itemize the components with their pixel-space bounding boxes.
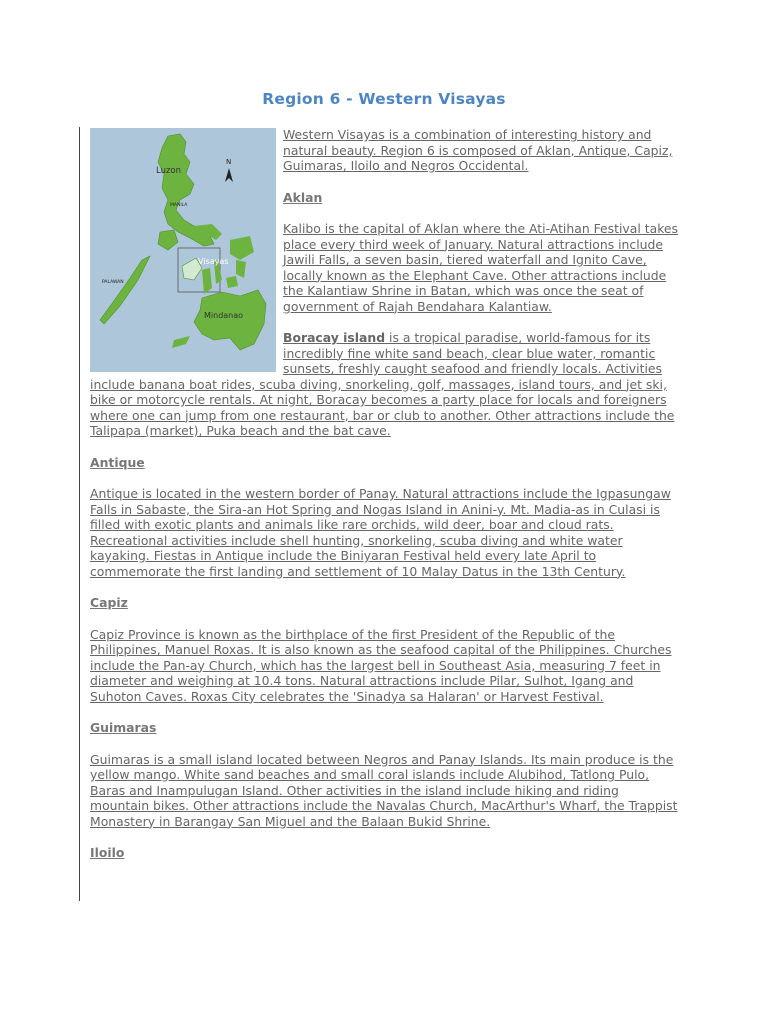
heading-aklan: Aklan	[283, 189, 323, 205]
map-label-visayas: Visayas	[198, 257, 229, 266]
aklan-paragraph: Kalibo is the capital of Aklan where the Ati-Atihan Festival takes place every third week of January. Natural attractions include Jawili Falls, a seven basin, tiered waterfall and Ignito Cave, locally known as the Elephant Cave. Other attractions include the Kalantiaw Shrine in Batan, which was once the seat of government of Rajah Bendahara Kalantiaw.	[283, 221, 679, 314]
heading-iloilo: Iloilo	[90, 845, 125, 860]
map-label-luzon: Luzon	[156, 166, 182, 176]
map-label-manila: MANILA	[170, 203, 188, 208]
heading-guimaras: Guimaras	[90, 720, 157, 735]
antique-paragraph: Antique is located in the western border of Panay. Natural attractions include the Igpasungaw Falls in Sabaste, the Sira-an Hot Spring and Nogas Island in Anini-y. Mt. Madia-as in Culasi is filled with exotic plants and animals like rare orchids, wild deer, boar and cloud rats. Recreational activities include shell hunting, snorkeling, scuba diving and white water kayaking. Fiestas in Antique include the Biniyaran Festival held every late April to commemorate the first landing and settlement of 10 Malay Datus in the 13th Century.	[90, 486, 671, 579]
capiz-paragraph: Capiz Province is known as the birthplace of the first President of the Republic of the Philippines, Manuel Roxas. It is also known as the seafood capital of the Philippines. Churches include the Pan-ay Church, which has the largest bell in Southeast Asia, measuring 7 feet in diameter and weighing at 10.4 tons. Natural attractions include Pilar, Sulhot, Igang and Suhoton Caves. Roxas City celebrates the 'Sinadya sa Halaran' or Harvest Festival.	[90, 626, 672, 704]
guimaras-paragraph: Guimaras is a small island located between Negros and Panay Islands. Its main produce is the yellow mango. White sand beaches and small coral islands include Alubihod, Tatlong Pulo, Baras and Inampulugan Island. Other activities in the island include hiking and riding mountain bikes. Other attractions include the Navalas Church, MacArthur's Wharf, the Trappist Monastery in Barangay San Miguel and the Balaan Bukid Shrine.	[90, 751, 678, 829]
map-label-palawan: PALAWAN	[102, 280, 124, 285]
philippines-map	[90, 128, 276, 372]
intro-paragraph: Western Visayas is a combination of interesting history and natural beauty. Region 6 is composed of Aklan, Antique, Capiz, Guimaras, Iloilo and Negros Occidental.	[283, 127, 673, 173]
heading-antique: Antique	[90, 454, 145, 470]
boracay-label: Boracay island	[283, 330, 386, 345]
heading-capiz: Capiz	[90, 595, 128, 610]
north-arrow-label: N	[226, 158, 232, 166]
left-border-rule	[79, 127, 80, 901]
boracay-text: is a tropical paradise, world-famous for its incredibly fine white sand beach, clear blue water, romantic sunsets, freshly caught seafood and friendly locals. Activities include banana boat rides, scuba diving, snorkeling, golf, massages, island tours, and jet ski, bike or motorcycle rentals. At night, Boracay becomes a party place for locals and foreigners where one can jump from one restaurant, bar or club to another. Other attractions include the Talipapa (market), Puka beach and the bat cave.	[90, 330, 675, 438]
philippines-map-graphic	[90, 128, 276, 372]
document-body	[90, 127, 678, 877]
page-title: Region 6 - Western Visayas	[262, 90, 506, 108]
map-label-mindanao: Mindanao	[204, 311, 244, 320]
